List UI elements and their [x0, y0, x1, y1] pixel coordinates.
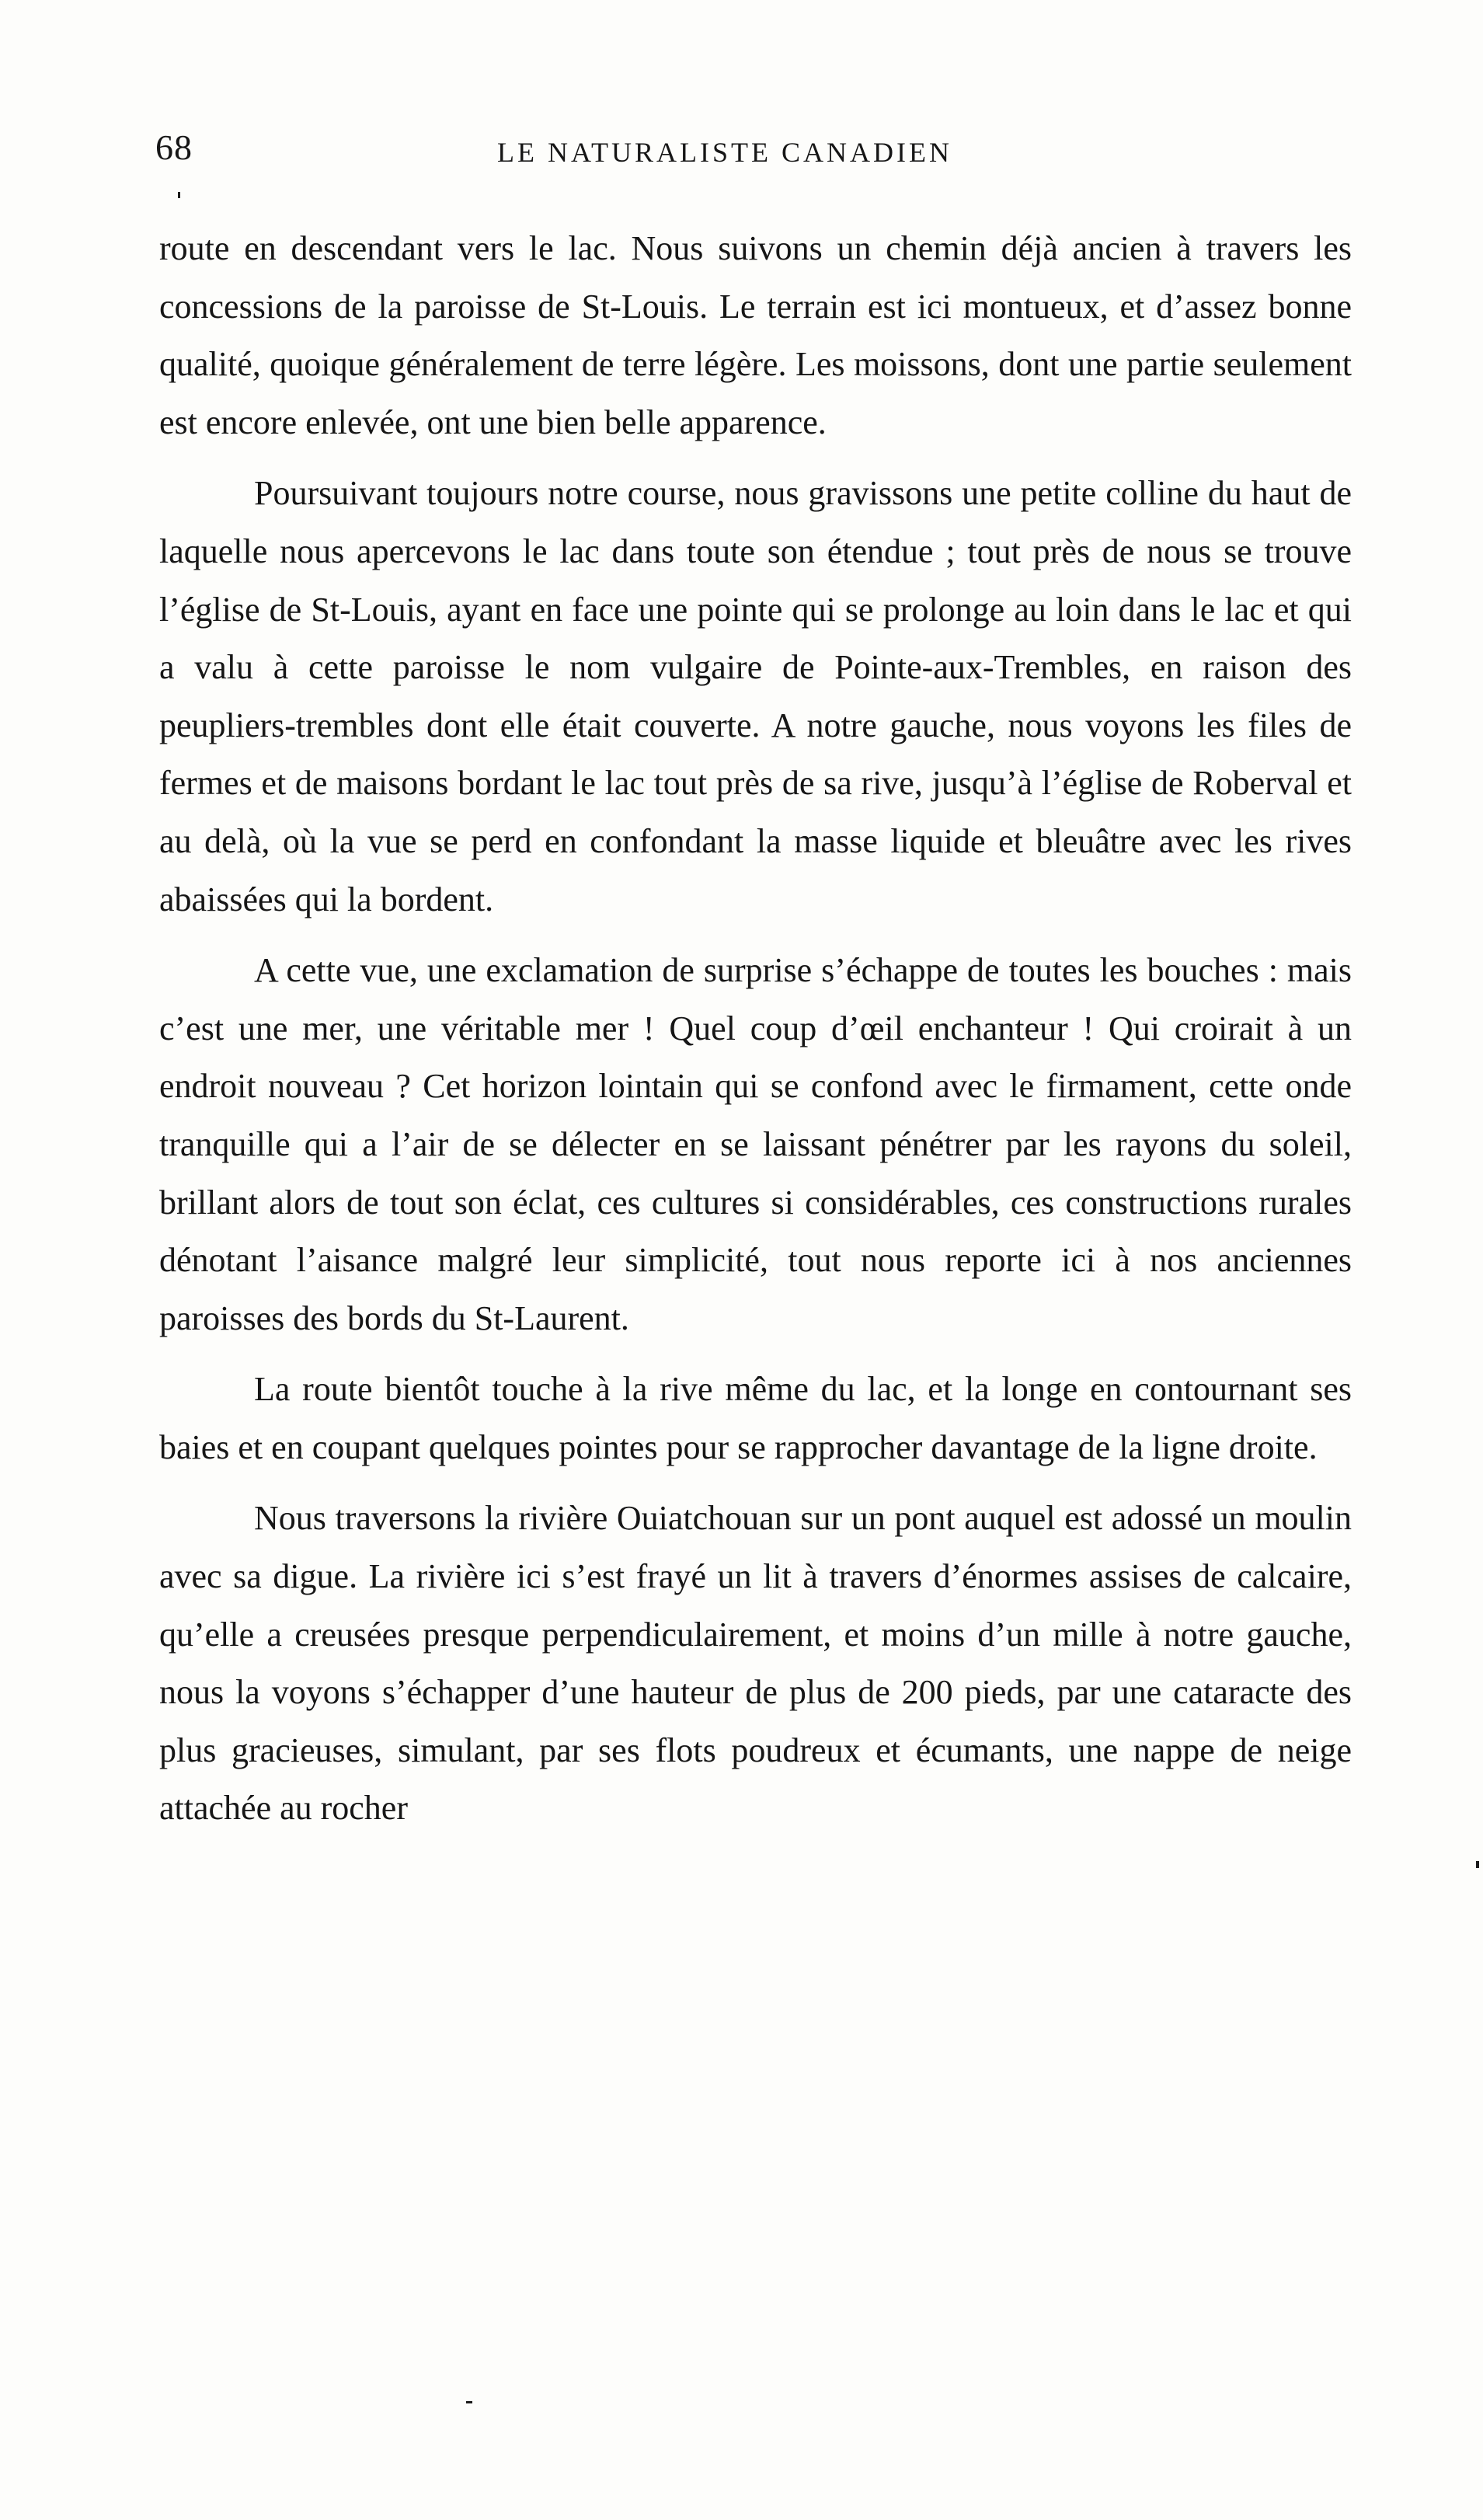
- page-number: 68: [155, 127, 193, 167]
- paragraph-4: La route bientôt touche à la rive même du lac, et la longe en contournant ses baies et en coupant quelques pointes pour se rapprocher davantage de la ligne droite.: [159, 1370, 1352, 1466]
- body-text: [159, 220, 1352, 1851]
- print-speck: [466, 2401, 472, 2403]
- paragraph-1: route en descendant vers le lac. Nous suivons un chemin déjà ancien à travers les concessions de la paroisse de St-Louis. Le terrain est ici montueux, et d’assez bonne qualité, quoique généralement de terre légère. Les moissons, dont une partie seulement est encore enlevée, ont une bien belle apparence.: [159, 229, 1352, 441]
- page-header: [155, 124, 1367, 186]
- paragraph-3: A cette vue, une exclamation de surprise s’échappe de toutes les bouches : mais c’est une mer, une véritable mer ! Quel coup d’œil enchanteur ! Qui croirait à un endroit nouveau ? Cet horizon lointain qui se confond avec le firmament, cette onde tranquille qui a l’air de se délecter en se laissant pénétrer par les rayons du soleil, brillant alors de tout son éclat, ces cultures si considérables, ces constructions rurales dénotant l’aisance malgré leur simplicité, tout nous reporte ici à nos anciennes paroisses des bords du St-Laurent.: [159, 951, 1352, 1337]
- print-speck: [178, 192, 180, 198]
- print-speck: [1476, 1861, 1479, 1868]
- paragraph-5: Nous traversons la rivière Ouiatchouan sur un pont auquel est adossé un moulin avec sa digue. La rivière ici s’est frayé un lit à travers d’énormes assises de calcaire, qu’elle a creusées presque perpendiculairement, et moins d’un mille à notre gauche, nous la voyons s’échapper d’une hauteur de plus de 200 pieds, par une cataracte des plus gracieuses, simulant, par ses flots poudreux et écumants, une nappe de neige attachée au rocher: [159, 1499, 1352, 1828]
- running-title: LE NATURALISTE CANADIEN: [497, 137, 952, 168]
- paragraph-2: Poursuivant toujours notre course, nous gravissons une petite colline du haut de laquelle nous apercevons le lac dans toute son étendue ; tout près de nous se trouve l’église de St-Louis, ayant en face une pointe qui se prolonge au loin dans le lac et qui a valu à cette paroisse le nom vulgaire de Pointe-aux-Trembles, en raison des peupliers-trembles dont elle était couverte. A notre gauche, nous voyons les files de fermes et de maisons bordant le lac tout près de sa rive, jusqu’à l’église de Roberval et au delà, où la vue se perd en confondant la masse liquide et bleuâtre avec les rives abaissées qui la bordent.: [159, 474, 1352, 918]
